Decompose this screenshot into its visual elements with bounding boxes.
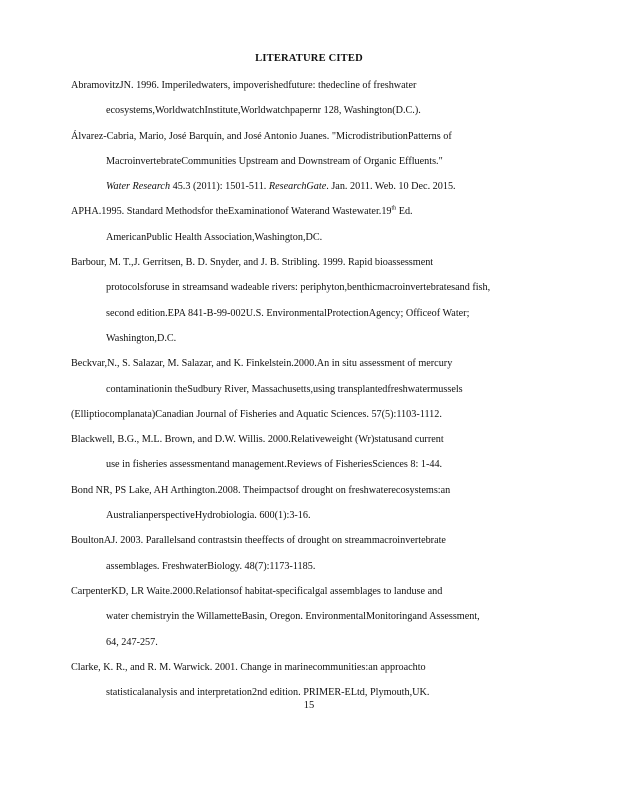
reference-entry bbox=[71, 579, 541, 655]
reference-entry bbox=[71, 478, 541, 529]
reference-list bbox=[71, 73, 541, 705]
reference-line-italic: Water Research 45.3 (2011): 1501-511. ResearchGate. Jan. 2011. Web. 10 Dec. 2015. bbox=[106, 181, 456, 193]
reference-entry bbox=[71, 427, 541, 478]
reference-line: CarpenterKD, LR Waite.2000.Relationsof habitat-specificalgal assemblages to landuse and bbox=[71, 585, 443, 597]
reference-entry bbox=[71, 528, 541, 579]
reference-line: AbramovitzJN. 1996. Imperiledwaters, impoverishedfuture: thedecline of freshwater bbox=[71, 80, 417, 91]
reference-line: Barbour, M. T.,J. Gerritsen, B. D. Snyder, and J. B. Stribling. 1999. Rapid bioassessment bbox=[71, 257, 434, 269]
reference-line: Beckvar,N., S. Salazar, M. Salazar, and K. Finkelstein.2000.An in situ assessment of mercury bbox=[71, 358, 453, 370]
reference-line: water chemistryin the WillametteBasin, Oregon. EnvironmentalMonitoringand Assessment, bbox=[106, 611, 480, 623]
reference-line: AmericanPublic Health Association,Washington,DC. bbox=[106, 231, 323, 243]
reference-line: BoultonAJ. 2003. Parallelsand contrastsin theeffects of drought on streammacroinvertebrate bbox=[71, 535, 446, 547]
reference-line: assemblages. FreshwaterBiology. 48(7):1173-1185. bbox=[106, 560, 316, 572]
reference-line: statisticalanalysis and interpretation2nd edition. PRIMER-ELtd, Plymouth,UK. bbox=[106, 687, 430, 699]
reference-entry bbox=[71, 124, 541, 200]
reference-line: Bond NR, PS Lake, AH Arthington.2008. Theimpactsof drought on freshwaterecosystems:an bbox=[71, 484, 451, 496]
reference-entry bbox=[71, 351, 541, 427]
page-number: 15 bbox=[303, 700, 315, 711]
reference-entry bbox=[71, 250, 541, 351]
page-heading: LITERATURE CITED bbox=[255, 53, 363, 64]
reference-line: APHA.1995. Standard Methodsfor theExaminationof Waterand Wastewater.19th Ed. bbox=[71, 206, 413, 218]
reference-line: use in fisheries assessmentand management.Reviews of FisheriesSciences 8: 1-44. bbox=[106, 459, 443, 471]
reference-line: Washington,D.C. bbox=[106, 332, 177, 344]
reference-line: ecosystems,WorldwatchInstitute,Worldwatchpapernr 128, Washington(D.C.). bbox=[106, 105, 421, 117]
reference-line: MacroinvertebrateCommunities Upstream and Downstream of Organic Effluents." bbox=[106, 155, 443, 167]
reference-line: AustralianperspectiveHydrobiologia. 600(1):3-16. bbox=[106, 510, 311, 522]
reference-line: Álvarez-Cabria, Mario, José Barquín, and José Antonio Juanes. "MicrodistributionPatterns of bbox=[71, 130, 452, 142]
reference-entry bbox=[71, 199, 541, 250]
reference-line: Blackwell, B.G., M.L. Brown, and D.W. Willis. 2000.Relativeweight (Wr)statusand current bbox=[71, 434, 444, 446]
reference-line: contaminationin theSudbury River, Massachusetts,using transplantedfreshwatermussels bbox=[106, 383, 463, 395]
reference-line: (Elliptiocomplanata)Canadian Journal of Fisheries and Aquatic Sciences. 57(5):1103-1112. bbox=[71, 408, 442, 420]
reference-line: Clarke, K. R., and R. M. Warwick. 2001. Change in marinecommunities:an approachto bbox=[71, 661, 426, 673]
reference-line: 64, 247-257. bbox=[106, 636, 158, 648]
reference-entry bbox=[71, 73, 541, 124]
reference-entry bbox=[71, 655, 541, 706]
reference-line: second edition.EPA 841-B-99-002U.S. EnvironmentalProtectionAgency; Officeof Water; bbox=[106, 307, 470, 319]
reference-line: protocolsforuse in streamsand wadeable rivers: periphyton,benthicmacroinvertebratesand fish, bbox=[106, 282, 491, 294]
